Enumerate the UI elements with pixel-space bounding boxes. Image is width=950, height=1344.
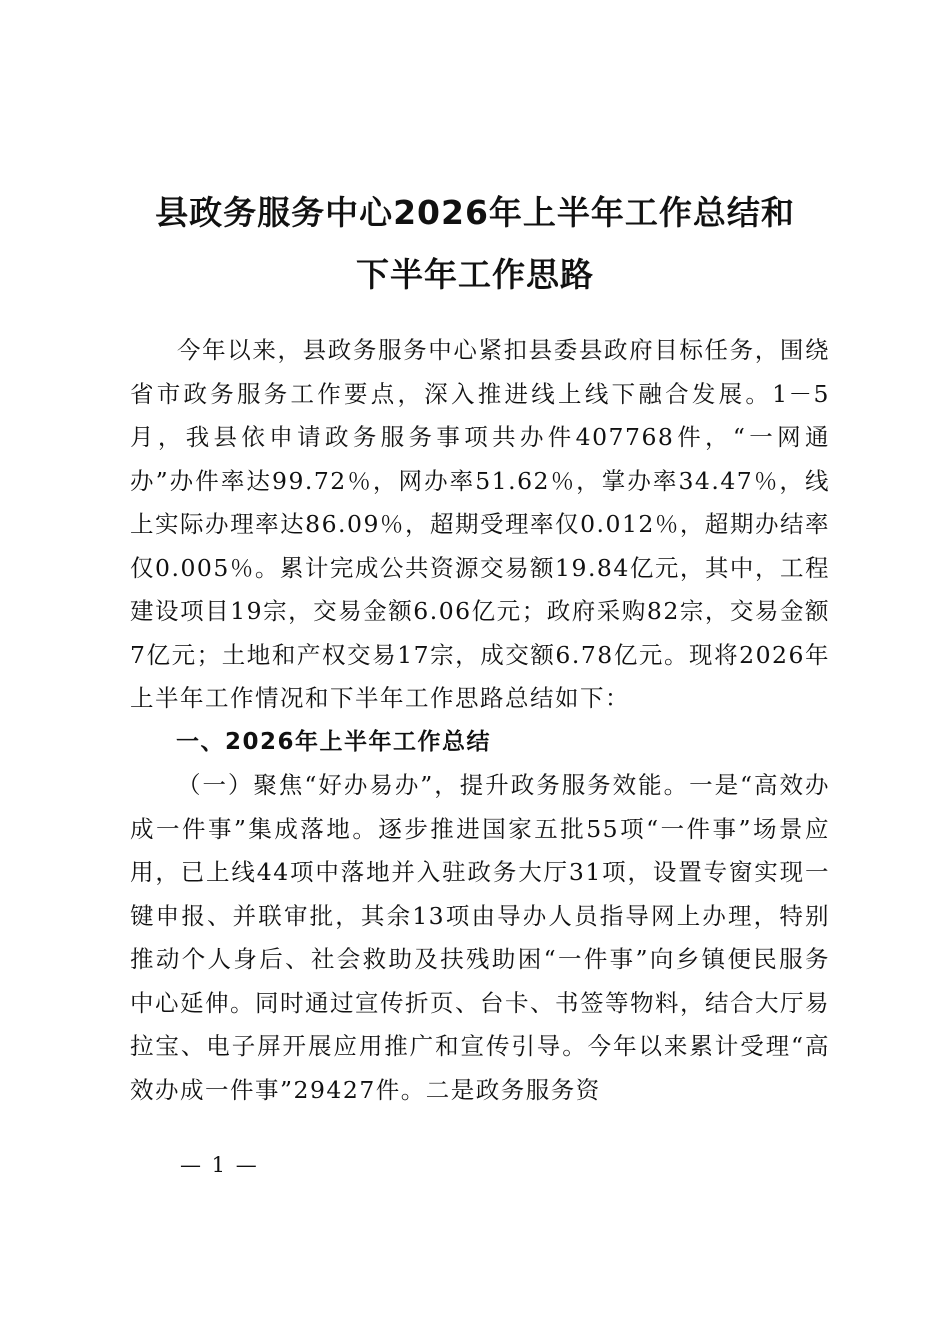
- section-1-paragraph-1: （一）聚焦“好办易办”，提升政务服务效能。一是“高效办成一件事”集成落地。逐步推进国家五批55项“一件事”场景应用，已上线44项中落地并入驻政务大厅31项，设置专窗实现一键申报、并联审批，其余13项由导办人员指导网上办理，特别推动个人身后、社会救助及扶残助困“一件事”向乡镇便民服务中心延伸。同时通过宣传折页、台卡、书签等物料，结合大厅易拉宝、电子屏开展应用推广和宣传引导。今年以来累计受理“高效办成一件事”29427件。二是政务服务资: [130, 771, 830, 1104]
- section-heading-1: 一、2026年上半年工作总结: [176, 728, 492, 755]
- title-line-2: 下半年工作思路: [356, 255, 594, 294]
- document-body: [130, 329, 830, 1112]
- document-title: [100, 182, 850, 306]
- title-line-1: 县政务服务中心2026年上半年工作总结和: [155, 193, 795, 232]
- intro-paragraph: 今年以来，县政务服务中心紧扣县委县政府目标任务，围绕省市政务服务工作要点，深入推进线上线下融合发展。1－5月，我县依申请政务服务事项共办件407768件，“一网通办”办件率达99.72％，网办率51.62％，掌办率34.47％，线上实际办理率达86.09％，超期受理率仅0.012％，超期办结率仅0.005％。累计完成公共资源交易额19.84亿元，其中，工程建设项目19宗，交易金额6.06亿元；政府采购82宗，交易金额7亿元；土地和产权交易17宗，成交额6.78亿元。现将2026年上半年工作情况和下半年工作思路总结如下：: [130, 336, 830, 712]
- page-number: — 1 —: [180, 1153, 259, 1177]
